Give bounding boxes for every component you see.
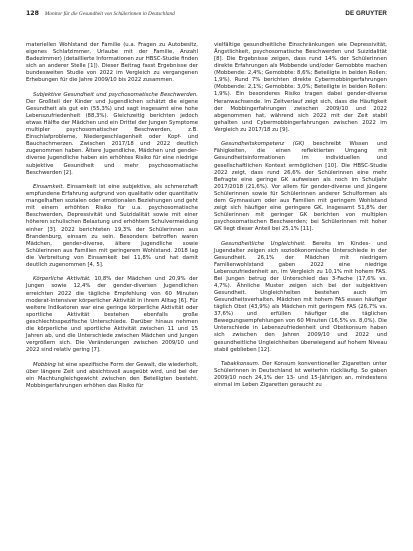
paragraph [214,42,387,134]
paragraph-text: Der Großteil der Kinder und Jugendlichen schätzt die eigene Gesundheit als gut ein (55,3%) und sagt insgesamt eine hohe Lebenszufriedenheit (88,3%). Gleichzeitig berichten jedoch etwas Hälfte der Mädchen und ein Drittel der Jungen Symptome multipler psychosomatischer Beschwerden, z.B. Einschlafprobleme, Niedergeschlagenheit oder Kopf- und Bauchschmerzen. Zwischen 2017/18 und 2022 deutlich zugenommen haben. Ältere Jugendliche, Mädchen und gender-diverse Jugendliche haben ein erhöhtes Risiko für eine niedrige subjektive Gesundheit und mehr psychosomatische Beschwerden [2]. [26,98,198,176]
paragraph [26,276,198,354]
paragraph-lead: Gesundheitliche Ungleichheit. [221,240,306,247]
paragraph [214,241,387,354]
paragraph-text: beschreibt Wissen und Fähigkeiten, die einen reflektierten Umgang mit Gesundheitsinformationen im individuellen und gesellschaftlichen Kontext ermöglichen [10]. Die HBSC-Studie 2022 zeigt, dass rund 26,6% der Schülerinnen eine mehr Befragte eine geringe GK aufweisen als noch im Schuljahr 2017/2018 (21,6%). Vor allem für gender-diverse und jüngere Schülerinnen sowie für Schülerinnen anderer Schulformen als dem Gymnasium oder aus Familien mit geringem Wohlstand zeigt sich häufiger eine geringere GK. Insgesamt 51,8% der Schülerinnen mit geringer GK berichten von multiplen psychosomatischen Beschwerden; bei Schülerinnen mit hoher GK liegt dieser Anteil bei 25,1% [11]. [214,141,387,233]
paragraph-lead: Körperliche Aktivität. [33,276,91,283]
paragraph [26,92,198,177]
paragraph [26,362,198,390]
paragraph-text: Der Konsum konventioneller Zigaretten unter Schülerinnen in Deutschland ist weiterhin rückläufig. So gaben 2009/10 noch 24,1% der 13- und 15-Jährigen an, mindestens einmal im Leben Zigaretten geraucht zu [214,361,388,389]
paragraph-text: materiellen Wohlstand der Familie (u.a. Fragen zu Autobesitz, eigenes Schlafzimmer, Urlaube mit der Familie, Anzahl Badezimmer) (detaillierte Informationen zur HBSC-Studie finden sich an anderer Stelle [1]). Dieser Beitrag fasst Ergebnisse der bundesweiten Studie von 2022 im Vergleich zu vergangenen Erhebungen für die Jahre 2009/10 bis 2022 zusammen. [26,42,198,84]
page-header [26,10,387,22]
running-title: Monitor für die Gesundheit von Schülerinnen in Deutschland [44,11,175,17]
paragraph-lead: Tabakkonsum. [221,361,260,368]
paragraph-lead: Subjektive Gesundheit und psychosomatische Beschwerden. [33,91,198,98]
paragraph-lead: Gesundheitskompetenz (GK) [221,141,305,148]
paragraph-text: Einsamkeit ist eine subjektive, als schmerzhaft empfundene Erfahrung aufgrund von qualitativ oder quantitativ mangelhaften sozialen oder emotionalen Beziehungen und geht mit einem erhöhten Risiko für u.a. psychosomatische Beschwerden, Depressivität und Suizidalität sowie mit einer höheren schulischen Belastung und erhöhtem Schulvermeidung einher [3]. 2022 berichteten 19,3% der Schülerinnen aus Brandenburg, einsam zu sein. Besonders betroffen waren Mädchen, gender-diverse, ältere Jugendliche sowie Schülerinnen aus Familien mit geringerem Wohlstand. 2018 lag die Verbreitung von Einsamkeit bei 11,8% und hat damit deutlich zugenommen [4, 5]. [26,184,198,268]
paragraph [26,42,198,84]
paragraph-lead: Einsamkeit. [33,184,65,191]
paragraph [214,141,387,233]
paragraph [26,184,198,269]
paragraph-text: 10,8% der Mädchen und 20,9% der Jungen sowie 12,4% der gender-diversen Jugendlichen erreichten 2022 die tägliche Empfehlung von 60 Minuten moderat-intensiver körperlicher Aktivität in ihrem Alltag [6]. Für weitere Indikatoren war eine geringe körperliche Aktivität oder sportliche Aktivität bestehen ebenfalls große geschlechtsspezifische Unterschiede. Darüber hinaus nehmen die körperliche und sportliche Aktivität zwischen 11 und 15 Jahren ab, und die Unterschiede zwischen Mädchen und Jungen vergrößern sich. Die Veränderungen zwischen 2009/10 und 2022 sind relativ gering [7]. [26,276,198,353]
publisher-logo: DE GRUYTER [345,10,387,17]
page-number: 128 [26,10,39,17]
paragraph [214,361,387,389]
left-column [26,42,198,397]
paragraph-lead: Mobbing [33,361,56,368]
paragraph-text: ist eine spezifische Form der Gewalt, die wiederholt, über längere Zeit und absichtsvoll ausgeübt wird, und bei der ein Machtungleichgewicht zwischen den Beteiligten besteht. Mobbingerfahrungen erhöhen das Risiko für [26,361,199,389]
paragraph-text: Bereits im Kindes- und Jugendalter zeigen sich sozioökonomische Unterschiede in der Gesundheit. 26,1% der Mädchen mit niedrigem Familienwohlstand gaben 2022 eine niedrige Lebenszufriedenheit an, im Vergleich zu 10,1% mit hohem FAS. Bei Jungen betrug der Unterschied das 3-Fache (17,6% vs. 4,7%). Ähnliche Muster zeigen sich bei der subjektiven Gesundheit. Ungleichheiten bestehen auch im Gesundheitsverhalten. Mädchen mit hohem FAS essen häufiger täglich Obst (43,9%) als Mädchen mit geringem FAS (26,7% vs. 37,6%) und erfüllen häufiger die täglichen Bewegungsempfehlungen von 60 Minuten (16,5% vs. 8,0%). Die Unterschiede in Lebenszufriedenheit und Obstkonsum haben sich zwischen den Jahren 2009/10 und 2022 und gesundheitliche Ungleichheiten überwiegend auf hohem Niveau stabil geblieben [12]. [214,240,387,353]
paragraph-text: vielfältige gesundheitliche Einschränkungen wie Depressivität, Ängstlichkeit, psychosomatische Beschwerden und Suizidalität [8]. Die Ergebnisse zeigen, dass rund 14% der Schülerinnen direkte Erfahrungen als Mobbende und/oder Gemobbte machen (Mobbende: 2,4%; Gemobbte: 8,6%; Beteiligte in beiden Rollen: 1,9%). Rund 7% berichten direkte Cybermobbingerfahrungen (Mobbende: 2,1%; Gemobbte: 3,0%; Beteiligte in beiden Rollen: 1,9%). Ein besonderes Risiko tragen dabei gender-diverse Heranwachsende. Im Zeitverlauf zeigt sich, dass die Häufigkeit der Mobbingerfahrungen zwischen 2009/10 und 2022 abgenommen hat, während sich 2022 mit der Zeit stabil gehalten und Cybermobbingerfahrungen zwischen 2022 im Vergleich zu 2017/18 zu [9]. [214,42,387,133]
right-column [214,42,387,397]
